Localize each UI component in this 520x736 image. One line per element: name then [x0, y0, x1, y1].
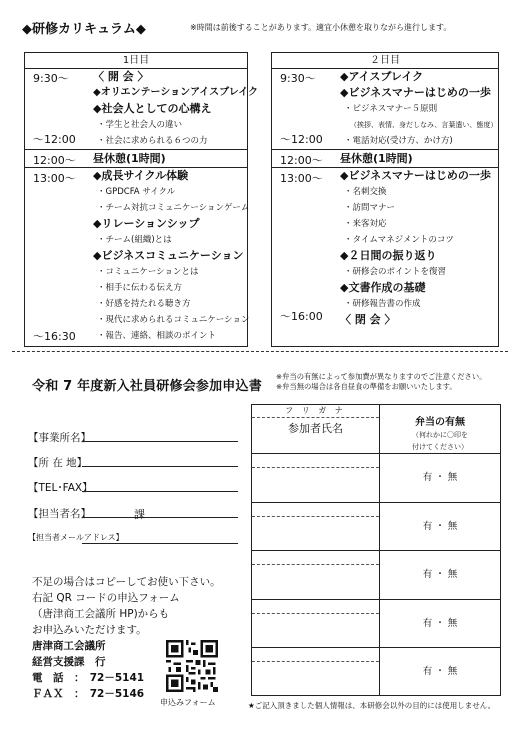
bento-option-1[interactable]: 有 ・ 無	[380, 454, 500, 503]
bento-option-4[interactable]: 有 ・ 無	[380, 600, 500, 649]
day1-item: ◆リレーションシップ	[93, 217, 200, 230]
privacy-note: ★ご記入頂きました個人情報は、本研修会以外の目的には使用しません。	[248, 701, 496, 710]
day1-lunch-label: 昼休憩(1時間)	[93, 152, 166, 165]
day2-subitem: （挨拶、表情、身だしなみ、言葉遣い、態度）	[350, 121, 498, 129]
day2-subitem: ・研修会のポイントを復習	[344, 267, 447, 277]
day1-subitem: ・相手に伝わる伝え方	[97, 283, 183, 293]
company-name-label: 【事業所名】	[28, 432, 91, 444]
day2-subitem: ・訪問マナー	[344, 203, 396, 213]
info-line: お申込みいただけます。	[32, 624, 147, 636]
day2-subitem: ・ビジネスマナー５原則	[344, 104, 438, 114]
qr-caption: 申込みフォーム	[160, 698, 216, 707]
day1-subitem: ・チーム対抗コミュニケーションゲーム	[97, 203, 250, 213]
address-field[interactable]	[82, 466, 238, 467]
day1-item: ◆オリエンテーションアイスブレイク	[93, 87, 258, 98]
bento-option-3[interactable]: 有 ・ 無	[380, 551, 500, 600]
day2-subitem: ・電話対応(受け方、かけ方)	[344, 136, 453, 146]
contact-email-field[interactable]	[82, 543, 238, 544]
cut-line	[12, 351, 508, 352]
tel-fax-label: 【TEL･FAX】	[28, 482, 93, 494]
day2-afternoon-start: 13:00～	[280, 172, 323, 185]
info-line: 右記 QR コードの申込フォーム	[32, 592, 180, 604]
day1-afternoon	[25, 168, 250, 346]
day2-subitem: ・来客対応	[344, 219, 387, 229]
contact-person-field[interactable]	[82, 517, 238, 518]
department: 経営支援課 行	[32, 656, 106, 668]
day2-lunch	[272, 150, 498, 168]
qr-code-icon[interactable]	[166, 640, 218, 692]
day1-afternoon-start: 13:00～	[33, 172, 76, 185]
participant-row-2[interactable]	[252, 503, 379, 552]
tel-fax-field[interactable]	[82, 491, 238, 492]
day1-label: 1日目	[25, 53, 247, 69]
contact-email-label: 【担当者メールアドレス】	[28, 533, 124, 542]
day1-subitem: ・コミュニケーションとは	[97, 267, 199, 277]
day2-subitem: ・タイムマネジメントのコツ	[344, 235, 454, 245]
day1-subitem: ・学生と社会人の違い	[97, 120, 183, 130]
participant-table	[251, 404, 501, 696]
day2-item: ◆ビジネスマナーはじめの一歩	[340, 86, 491, 99]
bento-header-label: 弁当の有無	[415, 417, 465, 428]
bento-option-5[interactable]: 有 ・ 無	[422, 666, 458, 678]
day2-subitem: ・名刺交換	[344, 187, 387, 197]
day2-afternoon-end: ～16:00	[280, 310, 323, 323]
day2-morning-start: 9:30～	[280, 72, 316, 85]
day2-item: ◆ビジネスマナーはじめの一歩	[340, 169, 491, 182]
day1-subitem: ・社会に求められる６つの力	[97, 136, 208, 146]
day2-schedule	[271, 52, 499, 347]
day2-item: ◆アイスブレイク	[340, 70, 424, 83]
day2-item: ◆文書作成の基礎	[340, 281, 426, 294]
day1-item: ◆ビジネスコミュニケーション	[93, 249, 244, 262]
day1-subitem: ・報告、連絡、相談のポイント	[97, 331, 217, 341]
day2-closing: 〈 閉 会 〉	[340, 313, 396, 326]
bento-column	[380, 405, 500, 695]
curriculum-title: ◆研修カリキュラム◆	[22, 22, 146, 37]
day1-morning	[25, 69, 258, 150]
day1-subitem: ・GPDCFA サイクル	[97, 187, 176, 197]
day1-item: ◆社会人としての心構え	[93, 102, 212, 115]
day1-subitem: ・チーム(組織)とは	[97, 235, 172, 245]
contact-person-label: 【担当者名】	[28, 508, 91, 520]
day1-subitem: ・現代に求められるコミュニケーション	[97, 315, 250, 325]
furigana-header: フ リ ガ ナ	[252, 405, 379, 418]
day1-lunch-time: 12:00～	[33, 154, 76, 167]
day2-morning	[272, 69, 498, 150]
day1-schedule	[24, 52, 258, 347]
day1-morning-end: ～12:00	[33, 133, 76, 146]
day2-afternoon	[272, 168, 498, 346]
day2-lunch-label: 昼休憩(1時間)	[340, 152, 413, 165]
curriculum-note: ※時間は前後することがあります。適宜小休憩を取りながら進行します。	[190, 23, 452, 32]
tel: 電 話 ： 72－5141	[32, 672, 145, 684]
day1-lunch	[25, 150, 247, 168]
fax: ＦＡＸ ： 72－5146	[32, 688, 145, 700]
form-note-bento: ※弁当の有無によって参加費が異なりますのでご注意ください。	[276, 372, 487, 381]
info-line: （唐津商工会議所 HP)からも	[32, 608, 170, 620]
participant-row-3[interactable]	[252, 551, 379, 600]
day2-subitem: ・研修報告書の作成	[344, 299, 421, 309]
day1-morning-start: 9:30～	[33, 72, 69, 85]
day2-label: ２日目	[272, 53, 498, 69]
day2-item: ◆２日間の振り返り	[340, 249, 437, 262]
form-title: 令和 7 年度新入社員研修会参加申込書	[32, 379, 262, 394]
bento-header-note: 付けてください）	[412, 443, 468, 451]
participant-name-header: 参加者氏名	[252, 418, 379, 454]
section-suffix: 課	[134, 508, 145, 521]
org-name: 唐津商工会議所	[32, 640, 106, 652]
company-name-field[interactable]	[82, 441, 238, 442]
bento-header-note: （何れかに〇印を	[412, 431, 468, 439]
form-note	[276, 372, 486, 392]
participant-row-1[interactable]	[252, 454, 379, 503]
day1-subitem: ・好感を持たれる聴き方	[97, 299, 191, 309]
participant-row-4[interactable]	[252, 600, 379, 649]
participant-name-column	[252, 405, 380, 695]
info-line: 不足の場合はコピーしてお使い下さい。	[32, 576, 221, 588]
day1-afternoon-end: ～16:30	[33, 330, 76, 343]
bento-option-2[interactable]: 有 ・ 無	[380, 503, 500, 552]
curriculum-header	[22, 18, 502, 38]
day2-lunch-time: 12:00～	[280, 154, 323, 167]
day1-opening: 〈 開 会 〉	[93, 70, 149, 83]
participant-row-5[interactable]	[252, 648, 379, 697]
bento-header	[380, 405, 500, 454]
day2-morning-end: ～12:00	[280, 133, 323, 146]
day1-item: ◆成長サイクル体験	[93, 169, 189, 182]
form-note-lunch: ※弁当無の場合は各自昼食の準備をお願いいたします。	[276, 382, 457, 391]
address-label: 【所 在 地】	[28, 457, 88, 469]
